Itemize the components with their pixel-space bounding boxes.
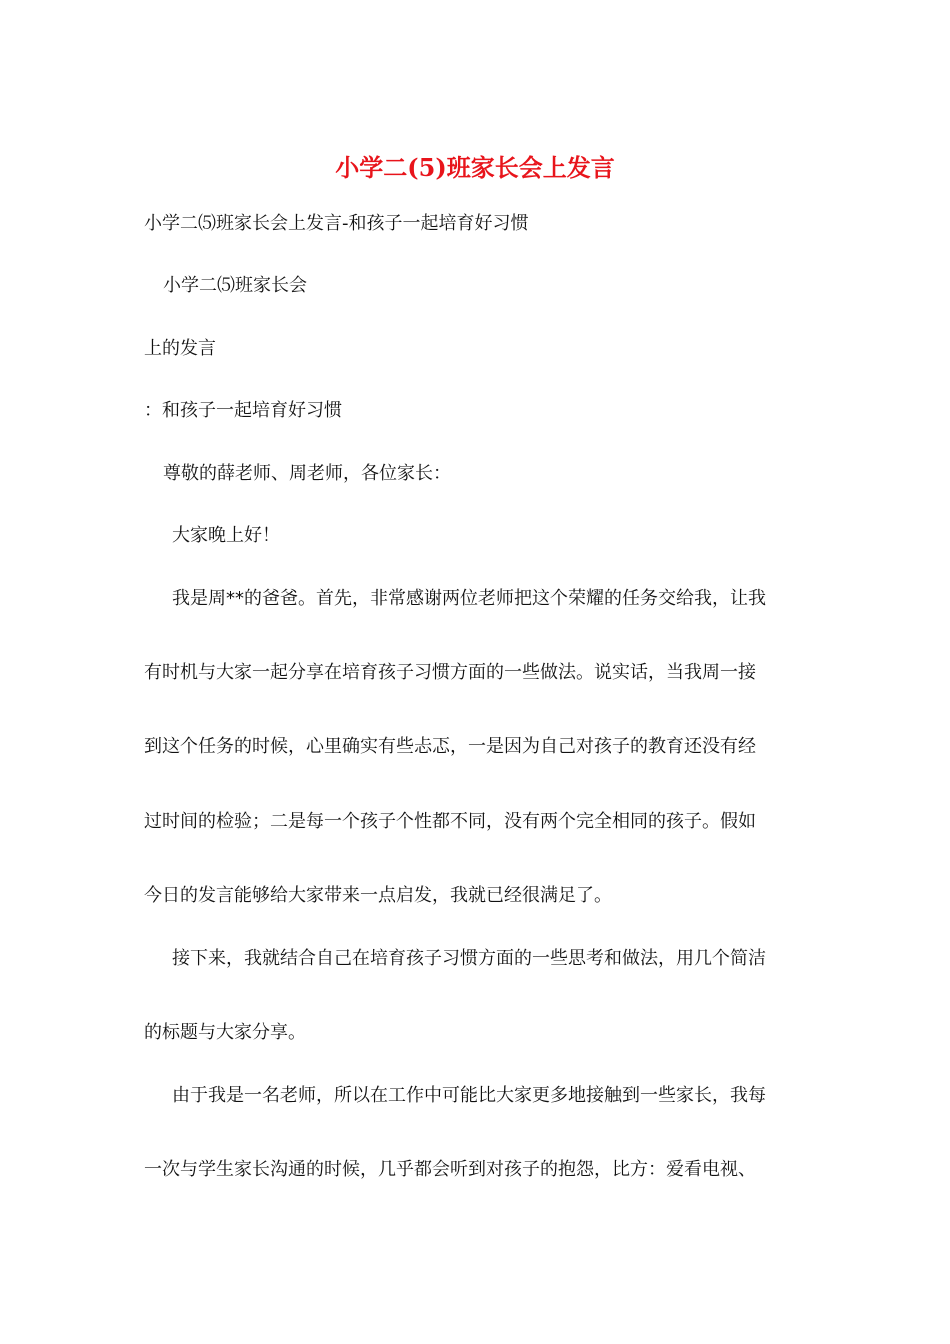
document-subtitle: 小学二⑸班家长会上发言-和孩子一起培育好习惯 xyxy=(144,213,529,234)
paragraph-line: 我是周**的爸爸。首先，非常感谢两位老师把这个荣耀的任务交给我，让我 xyxy=(172,588,766,609)
salutation: 尊敬的薛老师、周老师，各位家长： xyxy=(163,463,451,484)
paragraph-line: 今日的发言能够给大家带来一点启发，我就已经很满足了。 xyxy=(144,885,612,906)
paragraph-line: 过时间的检验；二是每一个孩子个性都不同，没有两个完全相同的孩子。假如 xyxy=(144,811,756,832)
heading-line: ：和孩子一起培育好习惯 xyxy=(144,400,342,421)
heading-line: 小学二⑸班家长会 xyxy=(163,275,307,296)
heading-line: 上的发言 xyxy=(144,338,216,359)
document-title: 小学二(5)班家长会上发言 xyxy=(335,153,615,182)
paragraph-line: 到这个任务的时候，心里确实有些忐忑，一是因为自己对孩子的教育还没有经 xyxy=(144,736,756,757)
paragraph-line: 的标题与大家分享。 xyxy=(144,1022,306,1043)
paragraph-line: 接下来，我就结合自己在培育孩子习惯方面的一些思考和做法，用几个简洁 xyxy=(172,948,766,969)
greeting: 大家晚上好！ xyxy=(172,525,280,546)
paragraph-line: 一次与学生家长沟通的时候，几乎都会听到对孩子的抱怨，比方：爱看电视、 xyxy=(144,1159,756,1180)
paragraph-line: 有时机与大家一起分享在培育孩子习惯方面的一些做法。说实话，当我周一接 xyxy=(144,662,756,683)
paragraph-line: 由于我是一名老师，所以在工作中可能比大家更多地接触到一些家长，我每 xyxy=(172,1085,766,1106)
